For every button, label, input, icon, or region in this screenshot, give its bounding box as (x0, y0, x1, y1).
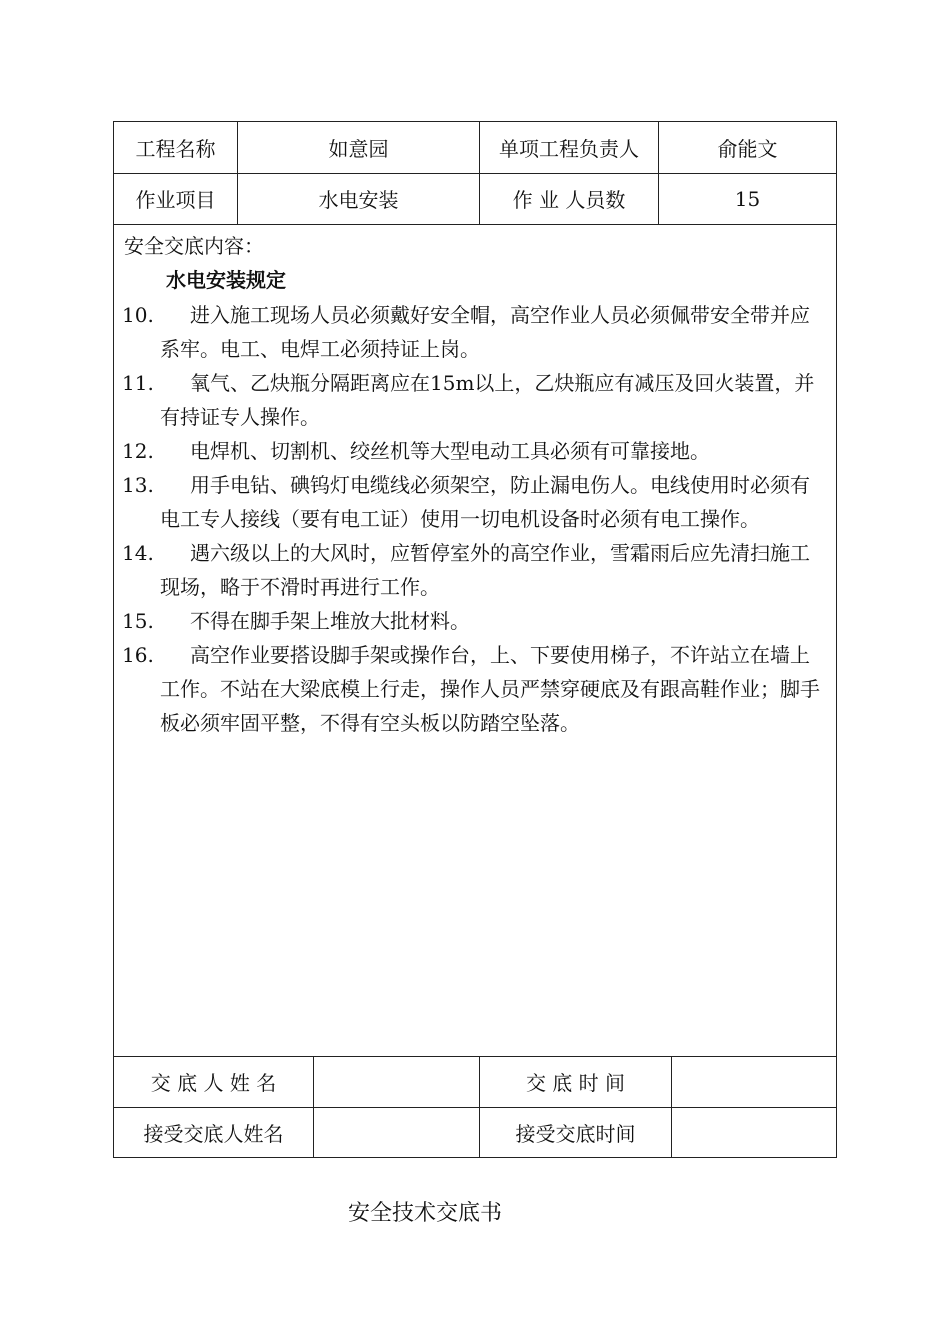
receive-time-label: 接受交底时间 (480, 1107, 672, 1158)
list-item: 11. 氧气、乙炔瓶分隔距离应在15m以上，乙炔瓶应有减压及回火装置，并有持证专人操作。 (122, 371, 815, 429)
receive-time-value (672, 1107, 836, 1158)
brief-time-label: 交 底 时 间 (480, 1056, 672, 1107)
receiver-name-value (314, 1107, 480, 1158)
project-name-label: 工程名称 (114, 122, 238, 173)
work-item-label: 作业项目 (114, 173, 238, 224)
list-item: 16. 高空作业要搭设脚手架或操作台，上、下要使用梯子，不许站立在墙上工作。不站在大梁底模上行走，操作人员严禁穿硬底及有跟高鞋作业；脚手板必须牢固平整，不得有空头板以防踏空坠落。 (122, 643, 820, 735)
list-item: 10. 进入施工现场人员必须戴好安全帽，高空作业人员必须佩带安全带并应系牢。电工、电焊工必须持证上岗。 (122, 303, 810, 361)
brief-time-value (672, 1056, 836, 1107)
leader-label: 单项工程负责人 (480, 122, 659, 173)
content-subtitle: 水电安装规定 (166, 268, 286, 292)
header-row-2 (114, 173, 836, 225)
footer-row-1 (114, 1056, 836, 1108)
content-area (114, 224, 836, 1057)
content-intro: 安全交底内容： (124, 234, 264, 258)
list-item: 14. 遇六级以上的大风时，应暂停室外的高空作业，雪霜雨后应先清扫施工现场，略于不滑时再进行工作。 (122, 541, 810, 599)
header-row-1 (114, 122, 836, 174)
workers-value: 15 (734, 186, 761, 211)
briefing-form (113, 121, 837, 1158)
briefer-name-value (314, 1056, 480, 1107)
document-title: 安全技术交底书 (347, 1201, 502, 1226)
project-name-value: 如意园 (238, 122, 480, 173)
list-item: 13. 用手电钻、碘钨灯电缆线必须架空，防止漏电伤人。电线使用时必须有电工专人接线（要有电工证）使用一切电机设备时必须有电工操作。 (122, 473, 810, 531)
workers-label: 作 业 人员数 (480, 173, 659, 224)
list-item: 12. 电焊机、切割机、绞丝机等大型电动工具必须有可靠接地。 (122, 439, 710, 463)
footer-row-2 (114, 1107, 836, 1158)
list-item: 15. 不得在脚手架上堆放大批材料。 (122, 609, 470, 633)
briefer-name-label: 交 底 人 姓 名 (114, 1056, 314, 1107)
work-item-value: 水电安装 (238, 173, 480, 224)
rule-list (122, 298, 828, 740)
leader-value: 俞能文 (717, 137, 778, 161)
receiver-name-label: 接受交底人姓名 (114, 1107, 314, 1158)
